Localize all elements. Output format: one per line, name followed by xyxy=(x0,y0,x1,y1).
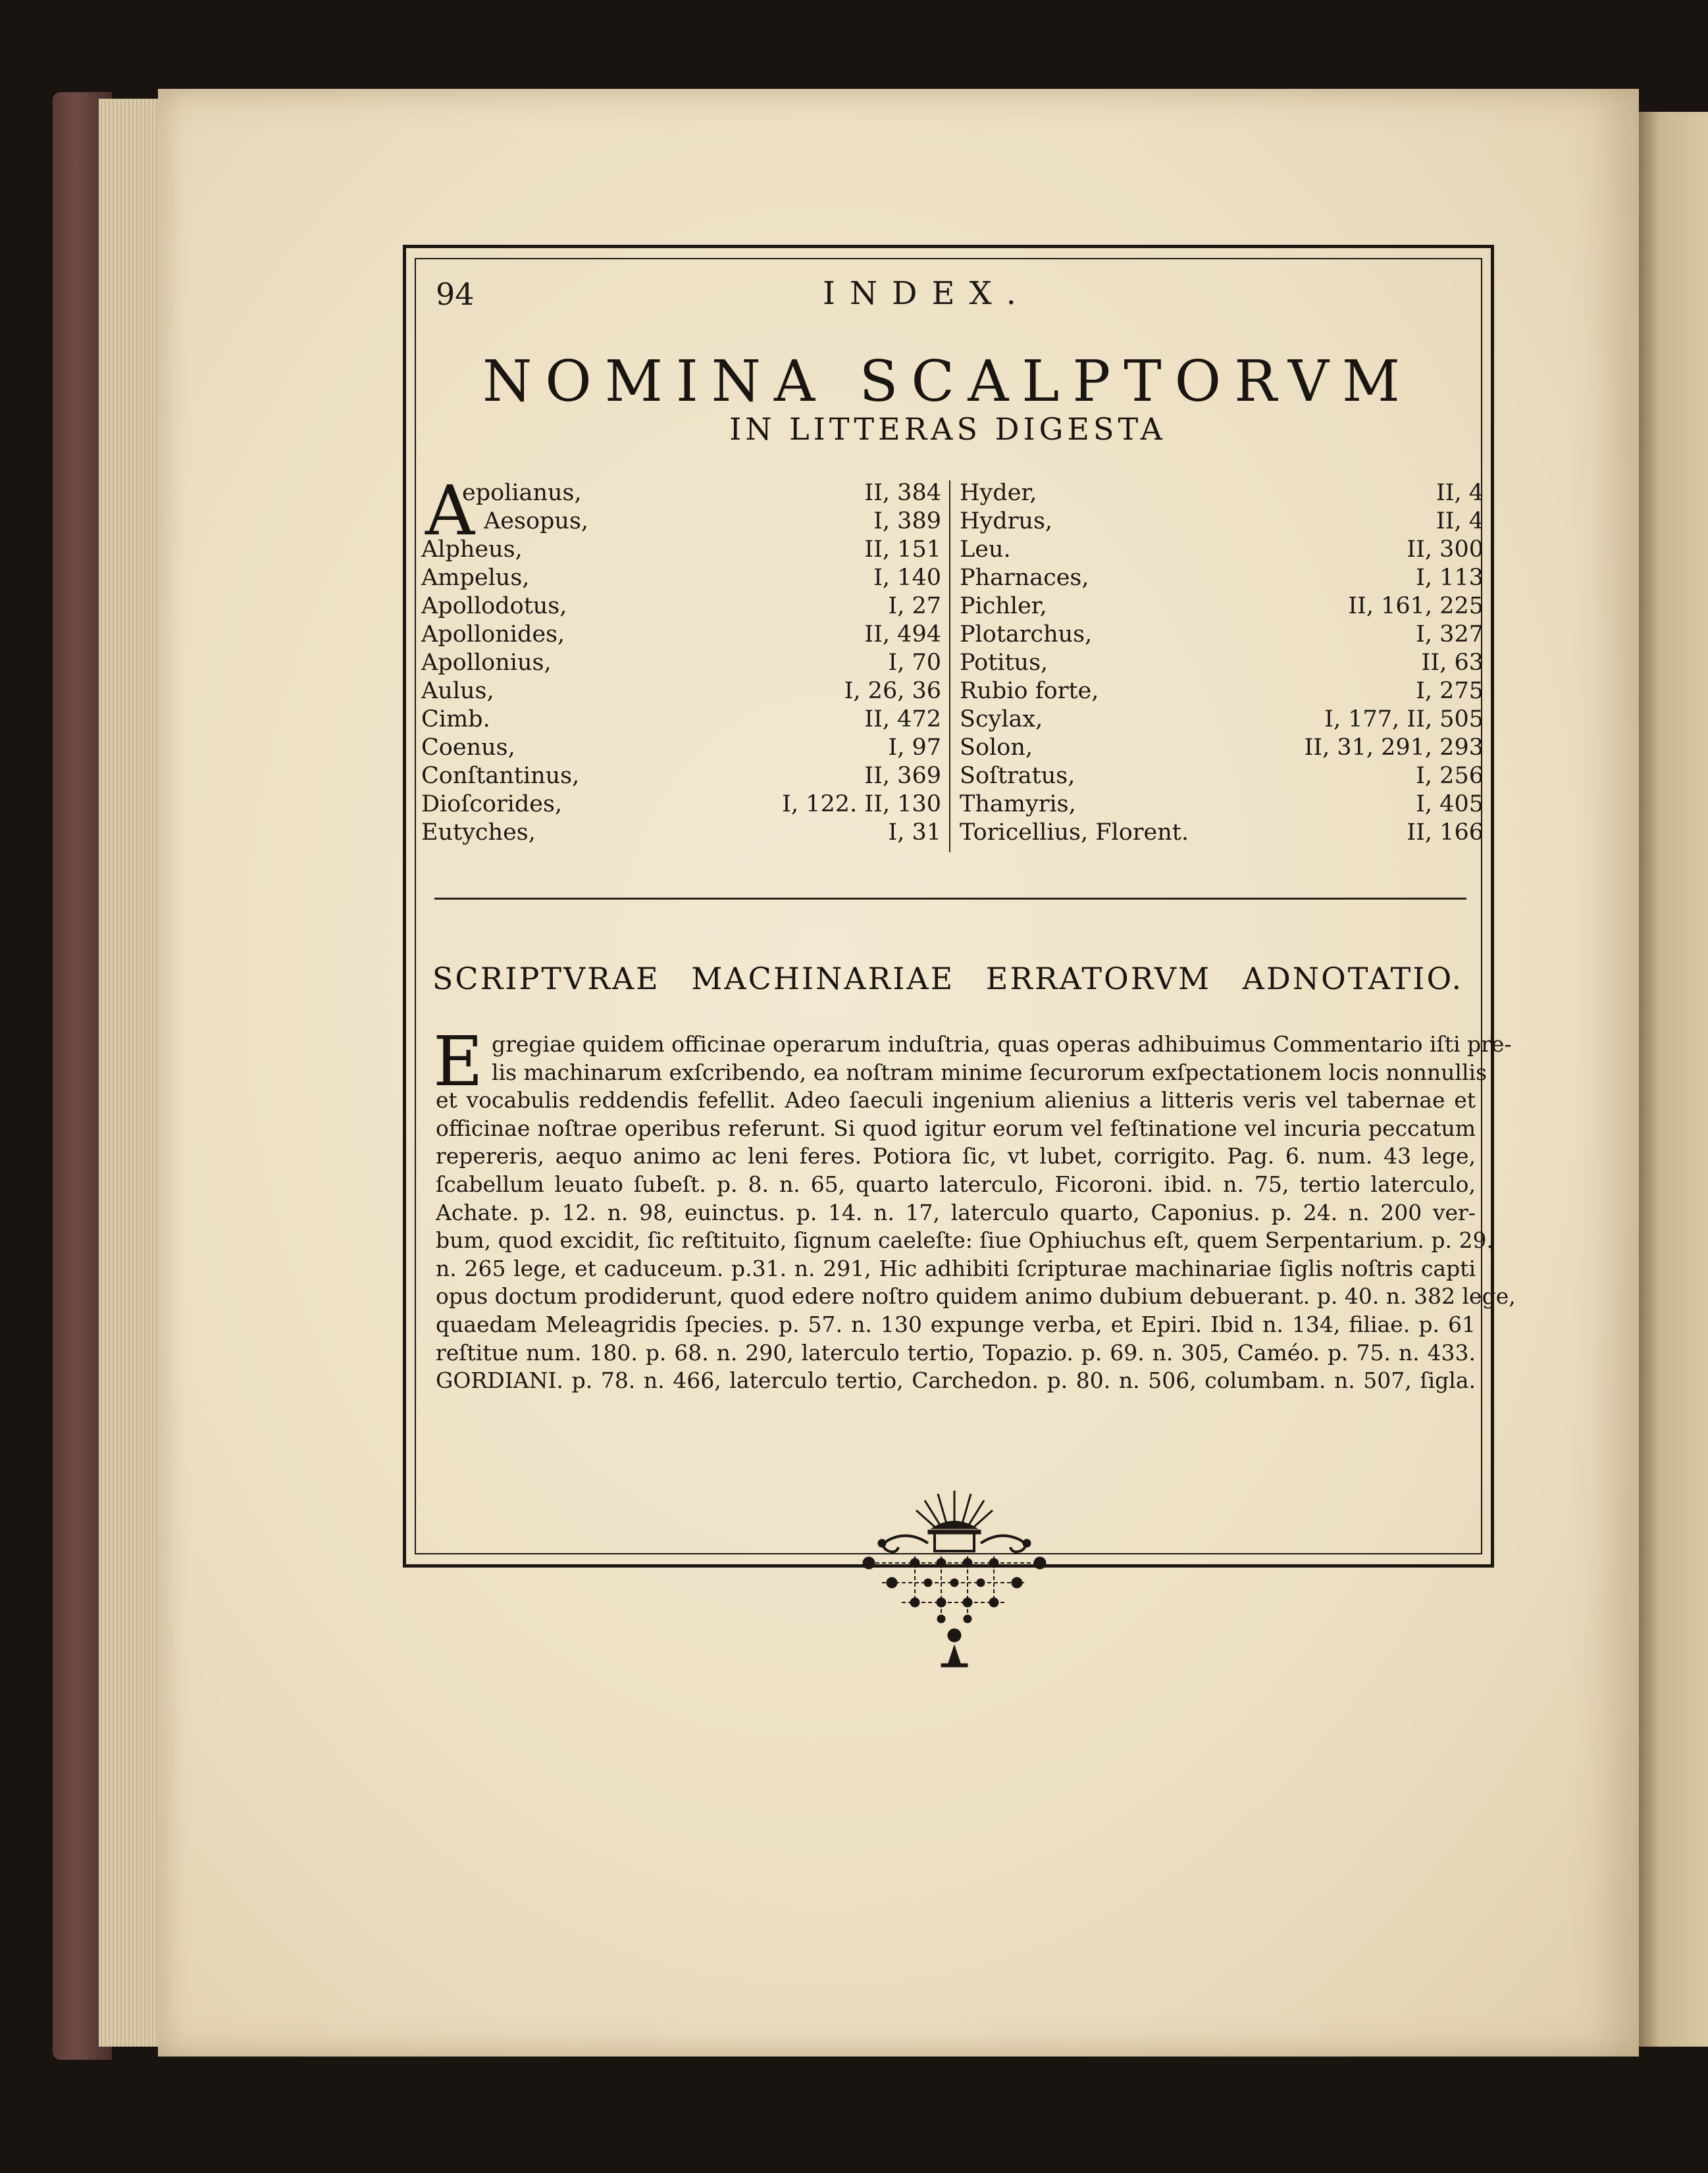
printers-ornament-icon xyxy=(842,1477,1066,1675)
index-entry: Apollonides, II, 494 xyxy=(421,621,941,648)
errata-line: opus doctum prodiderunt, quod edere noſtro quidem animo dubium debuerant. p. 40. n. 382 lege, xyxy=(436,1283,1516,1310)
index-entry: Apollodotus, I, 27 xyxy=(421,593,941,619)
index-entry: Ampelus, I, 140 xyxy=(421,565,941,591)
index-entry: Aulus, I, 26, 36 xyxy=(421,678,941,704)
errata-line: quaedam Meleagridis ſpecies. p. 57. n. 130 expunge verba, et Epiri. Ibid n. 134, filiae. p. 61 xyxy=(436,1311,1476,1337)
column-divider xyxy=(949,480,950,852)
errata-line: Achate. p. 12. n. 98, euinctus. p. 14. n. 17, laterculo quarto, Caponius. p. 24. n. 200 ver- xyxy=(436,1199,1476,1225)
index-entry: Pichler, II, 161, 225 xyxy=(960,593,1484,619)
errata-line: et vocabulis reddendis fefellit. Adeo ſaeculi ingenium alienius a litteris veris vel tabernae et xyxy=(436,1087,1476,1113)
index-entry: Soſtratus, I, 256 xyxy=(960,763,1484,789)
section-rule xyxy=(434,898,1466,900)
index-entry: Plotarchus, I, 327 xyxy=(960,621,1484,648)
index-column-right xyxy=(960,479,1484,847)
facing-page-edge xyxy=(1639,112,1708,2047)
errata-line: n. 265 lege, et caduceum. p.31. n. 291, Hic adhibiti ſcripturae machinariae ſiglis noſtris capti xyxy=(436,1255,1476,1281)
index-entry: Coenus, I, 97 xyxy=(421,734,941,761)
index-dropcap: A xyxy=(425,471,475,551)
index-entry: Alpheus, II, 151 xyxy=(421,536,941,563)
index-entry: Dioſcorides, I, 122. II, 130 xyxy=(421,791,941,817)
index-entry: Toricellius, Florent. II, 166 xyxy=(960,819,1484,846)
index-entry: Conſtantinus, II, 369 xyxy=(421,763,941,789)
errata-paragraph xyxy=(436,1031,1516,1395)
errata-line: repereris, aequo animo ac leni feres. Potiora ſic, vt lubet, corrigito. Pag. 6. num. 43 lege, xyxy=(436,1143,1476,1169)
index-entry: Thamyris, I, 405 xyxy=(960,791,1484,817)
index-entry: epolianus, II, 384 xyxy=(462,480,941,506)
index-column-left xyxy=(421,471,941,847)
index-entry: Hydrus, II, 4 xyxy=(960,508,1484,534)
errata-line: reſtitue num. 180. p. 68. n. 290, laterculo tertio, Topazio. p. 69. n. 305, Caméo. p. 75. n. 433. xyxy=(436,1339,1476,1366)
index-entry: Eutyches, I, 31 xyxy=(421,819,941,846)
index-entry: Apollonius, I, 70 xyxy=(421,650,941,676)
errata-line: gregiae quidem officinae operarum induſtria, quas operas adhibuimus Commentario iſti pre- xyxy=(492,1031,1512,1057)
index-entry: Rubio forte, I, 275 xyxy=(960,678,1484,704)
index-entry: Leu. II, 300 xyxy=(960,536,1484,563)
errata-line: lis machinarum exſcribendo, ea noſtram minime ſecurorum exſpectationem locis nonnullis xyxy=(492,1059,1488,1085)
index-entry: Potitus, II, 63 xyxy=(960,650,1484,676)
index-subtitle: IN LITTERAS DIGESTA xyxy=(729,411,1166,447)
errata-dropcap: E xyxy=(433,1021,483,1102)
index-entry: Scylax, I, 177, II, 505 xyxy=(960,706,1484,732)
index-entry: Aesopus, I, 389 xyxy=(484,508,941,534)
index-title: NOMINA SCALPTORVM xyxy=(482,349,1413,415)
errata-title: SCRIPTVRAE MACHINARIAE ERRATORVM ADNOTATIO. xyxy=(432,961,1464,996)
page-number: 94 xyxy=(436,276,475,312)
index-entry: Pharnaces, I, 113 xyxy=(960,565,1484,591)
errata-line: GORDIANI. p. 78. n. 466, laterculo tertio, Carchedon. p. 80. n. 506, columbam. n. 507, ſigla. xyxy=(436,1368,1476,1394)
running-head: INDEX. xyxy=(823,275,1031,312)
index-entry: Hyder, II, 4 xyxy=(960,480,1484,506)
errata-line: officinae noſtrae operibus referunt. Si quod igitur eorum vel feſtinatione vel incuria peccatum xyxy=(436,1115,1476,1141)
errata-line: ſcabellum leuato ſubeſt. p. 8. n. 65, quarto laterculo, Ficoroni. ibid. n. 75, tertio laterculo, xyxy=(436,1171,1476,1197)
index-entry: Solon, II, 31, 291, 293 xyxy=(960,734,1484,761)
errata-line: bum, quod excidit, ſic reſtituito, ſignum caeleſte: ſiue Ophiuchus eſt, quem Serpentarium. p. 29. xyxy=(436,1227,1493,1254)
index-entry: Cimb. II, 472 xyxy=(421,706,941,732)
